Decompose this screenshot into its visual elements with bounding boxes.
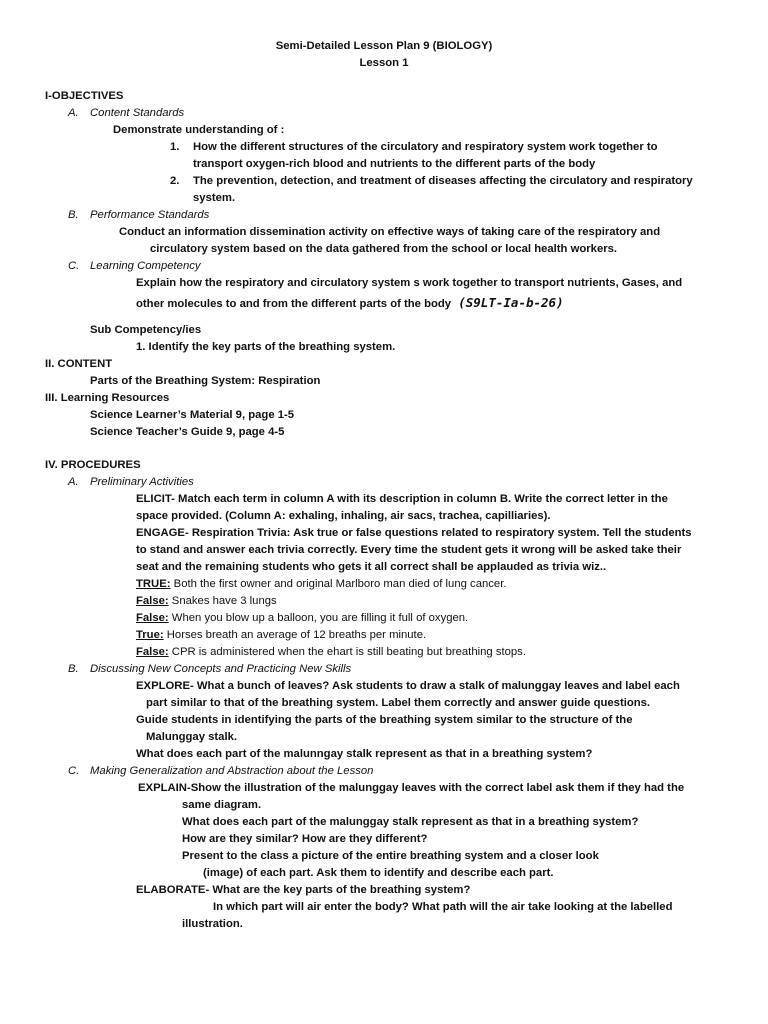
engage-text-continued: to stand and answer each trivia correctly. Every time the student gets it wrong will be asked take their (136, 544, 682, 556)
trivia-item (136, 627, 426, 644)
elaborate-question: In which part will air enter the body? What path will the air take looking at the labelled (213, 901, 673, 913)
section-marker: C. (68, 765, 80, 777)
preliminary-activities-label: Preliminary Activities (90, 476, 194, 488)
list-item: The prevention, detection, and treatment of diseases affecting the circulatory and respiratory (193, 175, 693, 187)
trivia-item (136, 576, 506, 593)
trivia-item (136, 610, 468, 627)
trivia-answer: False: (136, 646, 169, 658)
list-item: How the different structures of the circulatory and respiratory system work together to (193, 141, 658, 153)
explore-text: EXPLORE- What a bunch of leaves? Ask students to draw a stalk of malunggay leaves and label each (136, 680, 680, 692)
section-marker: A. (68, 476, 79, 488)
sub-competency-item: 1. Identify the key parts of the breathing system. (136, 341, 396, 353)
guide-text: Guide students in identifying the parts of the breathing system similar to the structure of the (136, 714, 633, 726)
trivia-statement: Snakes have 3 lungs (168, 595, 277, 607)
elicit-text-continued: space provided. (Column A: exhaling, inhaling, air sacs, trachea, capilliaries). (136, 510, 551, 522)
list-item-continued: transport oxygen-rich blood and nutrients to the different parts of the body (193, 158, 596, 170)
learning-competency-label: Learning Competency (90, 260, 201, 272)
performance-standards-label: Performance Standards (90, 209, 210, 221)
document-title: Semi-Detailed Lesson Plan 9 (BIOLOGY) (275, 40, 493, 52)
elaborate-description: - What are the key parts of the breathing system? (205, 884, 471, 896)
trivia-item (136, 644, 526, 661)
guide-text-continued: Malunggay stalk. (146, 731, 238, 743)
learning-competency-text: Explain how the respiratory and circulatory system s work together to transport nutrients, Gases, and (136, 277, 683, 289)
explain-question: How are they similar? How are they different? (182, 833, 428, 845)
engage-text (136, 525, 692, 542)
elaborate-text (136, 882, 470, 899)
trivia-statement: Both the first owner and original Marlboro man died of lung cancer. (170, 578, 507, 590)
objectives-heading: I-OBJECTIVES (45, 90, 124, 102)
explain-label: EXPLAIN (138, 782, 187, 794)
explain-presentation: Present to the class a picture of the entire breathing system and a closer look (182, 850, 599, 862)
engage-text-continued: seat and the remaining students who gets it all correct shall be applauded as trivia wiz.. (136, 561, 607, 573)
trivia-answer: TRUE: (136, 578, 171, 590)
list-number: 2. (170, 175, 180, 187)
explain-description: -Show the illustration of the malunggay leaves with the correct label ask them if they had the (186, 782, 685, 794)
elicit-text: ELICIT- Match each term in column A with its description in column B. Write the correct letter in the (136, 493, 668, 505)
explain-question: What does each part of the malunggay stalk represent as that in a breathing system? (182, 816, 639, 828)
list-item-continued: system. (193, 192, 236, 204)
guide-question: What does each part of the malunngay stalk represent as that in a breathing system? (136, 748, 593, 760)
document-subtitle: Lesson 1 (359, 57, 409, 69)
section-marker: A. (68, 107, 79, 119)
discussing-concepts-label: Discussing New Concepts and Practicing New Skills (90, 663, 352, 675)
trivia-item (136, 593, 277, 610)
section-marker: B. (68, 663, 79, 675)
content-standards-label: Content Standards (90, 107, 185, 119)
trivia-statement: When you blow up a balloon, you are filling it full of oxygen. (168, 612, 469, 624)
generalization-label: Making Generalization and Abstraction about the Lesson (90, 765, 374, 777)
section-marker: C. (68, 260, 80, 272)
trivia-answer: False: (136, 595, 169, 607)
explain-text-continued: same diagram. (182, 799, 262, 811)
explore-text-continued: part similar to that of the breathing system. Label them correctly and answer guide questions. (146, 697, 651, 709)
resource-item: Science Teacher’s Guide 9, page 4-5 (90, 426, 285, 438)
performance-standards-text-continued: circulatory system based on the data gathered from the school or local health workers. (150, 243, 618, 255)
performance-standards-text: Conduct an information dissemination activity on effective ways of taking care of the respiratory and (119, 226, 661, 238)
content-heading: II. CONTENT (45, 358, 113, 370)
resource-item: Science Learner’s Material 9, page 1-5 (90, 409, 295, 421)
learning-competency-text-continued (136, 294, 564, 313)
list-number: 1. (170, 141, 180, 153)
trivia-statement: CPR is administered when the ehart is still beating but breathing stops. (168, 646, 526, 658)
engage-label: ENGAGE- Respiration Trivia: (136, 527, 291, 539)
elaborate-question-continued: illustration. (182, 918, 243, 930)
trivia-statement: Horses breath an average of 12 breaths per minute. (163, 629, 427, 641)
explain-presentation-continued: (image) of each part. Ask them to identify and describe each part. (203, 867, 554, 879)
engage-description: Ask true or false questions related to respiratory system. Tell the students (290, 527, 692, 539)
elaborate-label: ELABORATE (136, 884, 206, 896)
content-text: Parts of the Breathing System: Respiration (90, 375, 321, 387)
section-marker: B. (68, 209, 79, 221)
content-standards-intro: Demonstrate understanding of : (113, 124, 285, 136)
trivia-answer: True: (136, 629, 164, 641)
competency-code: (S9LT-Ia-b-26) (458, 295, 564, 310)
sub-competency-heading: Sub Competency/ies (90, 324, 202, 336)
explain-text (138, 780, 684, 797)
resources-heading: III. Learning Resources (45, 392, 170, 404)
procedures-heading: IV. PROCEDURES (45, 459, 141, 471)
trivia-answer: False: (136, 612, 169, 624)
learning-competency-line: other molecules to and from the different parts of the body (136, 298, 452, 310)
